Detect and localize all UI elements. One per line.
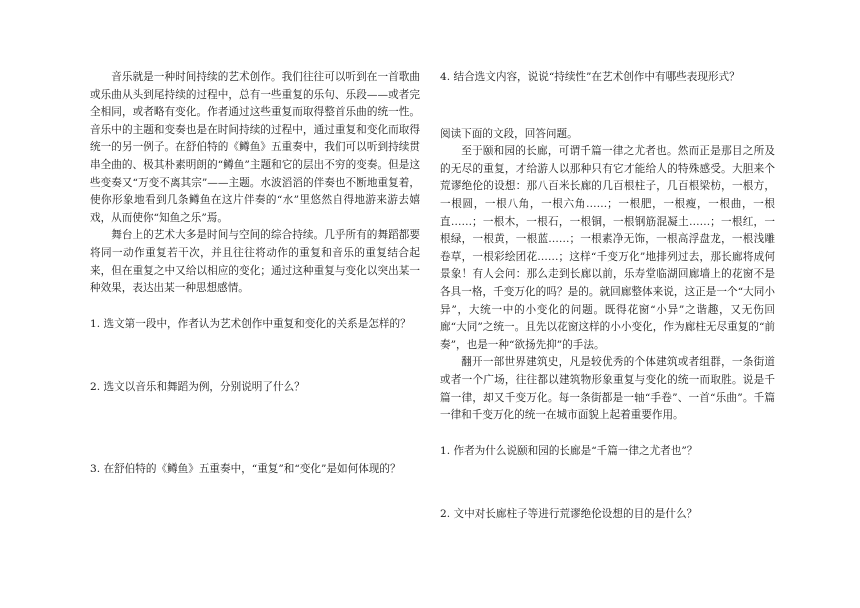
reading-instruction: 阅读下面的文段，回答问题。	[440, 127, 578, 140]
left-column	[90, 69, 420, 479]
question-4: 4. 结合选文内容，说说“持续性”在艺术创作中有哪些表现形式？	[440, 71, 740, 83]
passage-paragraph-1: 音乐就是一种时间持续的艺术创作。我们往往可以听到在一首歌曲或乐曲从头到尾持续的过程中，总有一些重复的乐句、乐段——或者完全相同，或者略有变化。作者通过这些重复而取得整首乐曲的统一性。音乐中的主题和变奏也是在时间持续的过程中，通过重复和变化而取得统一的另一例子。在舒伯特的《鳟鱼》五重奏中，我们可以听到持续贯串全曲的、极其朴素明朗的“鳟鱼”主题和它的层出不穷的变奏。但是这些变奏又“万变不离其宗”——主题。水波滔滔的伴奏也不断地重复着，使你形象地看到几条鳟鱼在这片伴奏的“水”里悠然自得地游来游去嬉戏，从而使你“知鱼之乐”焉。	[90, 71, 420, 224]
passage2-paragraph-2: 翻开一部世界建筑史，凡是较优秀的个体建筑或者组群，一条街道或者一个广场，往往都以建筑物形象重复与变化的统一而取胜。说是千篇一律，却又千变万化。每一条街都是一轴“手卷”、一首“乐曲”。千篇一律和千变万化的统一在城市面貌上起着重要作用。	[440, 356, 775, 422]
right-column	[440, 69, 775, 524]
question-3: 3. 在舒伯特的《鳟鱼》五重奏中，“重复”和“变化”是如何体现的？	[90, 462, 401, 475]
question-1: 1. 选文第一段中，作者认为艺术创作中重复和变化的关系是怎样的？	[90, 317, 411, 330]
passage2-question-1: 1. 作者为什么说颐和园的长廊是“千篇一律之尤者也”？	[440, 444, 698, 457]
passage2-question-2: 2. 文中对长廊柱子等进行荒谬绝伦设想的目的是什么？	[440, 508, 698, 521]
passage-paragraph-2: 舞台上的艺术大多是时间与空间的综合持续。几乎所有的舞蹈都要将同一动作重复若干次，并且往往将动作的重复和音乐的重复结合起来，但在重复之中又给以相应的变化；通过这种重复与变化以突出某一种效果，表达出某一种思想感情。	[90, 229, 420, 295]
question-2: 2. 选文以音乐和舞蹈为例，分别说明了什么？	[90, 381, 305, 394]
passage2-paragraph-1: 至于颐和园的长廊，可谓千篇一律之尤者也。然而正是那目之所及的无尽的重复，才给游人以那种只有它才能给人的特殊感受。大胆来个荒谬绝伦的设想：那八百米长廊的几百根柱子，几百根梁枋，一根方，一根圆，一根八角，一根六角……；一根肥，一根瘦，一根曲，一根直……；一根木，一根石，一根铜，一根钢筋混凝土……；一根红，一根绿，一根黄，一根蓝……；一根素净无饰，一根高浮盘龙，一根浅雕卷草，一根彩绘团花……；这样“千变万化”地排列过去，那长廊将成何景象！有人会问：那么走到长廊以前，乐寿堂临湖回廊墙上的花窗不是各具一格，千变万化的吗？是的。就回廊整体来说，这正是一个“大同小异”，大统一中的小变化的问题。既得花窗“小异”之谐趣，又无伤回廊“大同”之统一。且先以花窗这样的小小变化，作为廊柱无尽重复的“前奏”，也是一种“欲扬先抑”的手法。	[440, 145, 775, 351]
